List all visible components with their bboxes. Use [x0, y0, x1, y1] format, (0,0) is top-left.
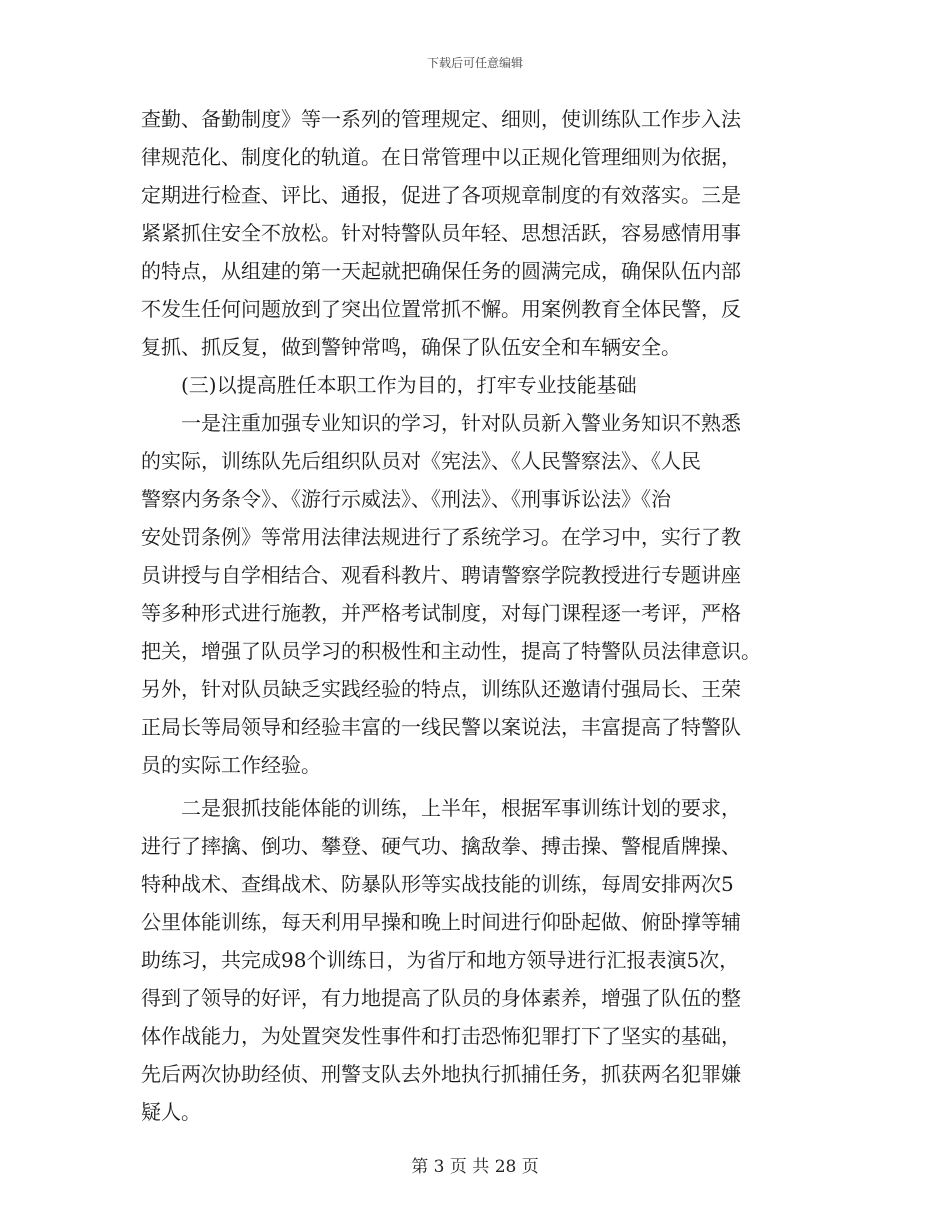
- text-line: 安处罚条例》等常用法律法规进行了系统学习。在学习中，实行了教: [141, 525, 741, 549]
- page-footer: 第 3 页 共 28 页: [411, 1157, 539, 1177]
- text-line: 把关，增强了队员学习的积极性和主动性，提高了特警队员法律意识。: [141, 639, 761, 663]
- text-line: 先后两次协助经侦、刑警支队去外地执行抓捕任务，抓获两名犯罪嫌: [141, 1062, 741, 1086]
- text-line: 等多种形式进行施教，并严格考试制度，对每门课程逐一考评，严格: [141, 601, 741, 625]
- text-line: 定期进行检查、评比、通报，促进了各项规章制度的有效落实。三是: [141, 183, 741, 207]
- text-line: 紧紧抓住安全不放松。针对特警队员年轻、思想活跃，容易感情用事: [141, 221, 741, 245]
- text-line: 体作战能力，为处置突发性事件和打击恐怖犯罪打下了坚实的基础，: [141, 1024, 741, 1048]
- text-line: 员讲授与自学相结合、观看科教片、聘请警察学院教授进行专题讲座: [141, 563, 741, 587]
- text-line: 进行了摔擒、倒功、攀登、硬气功、擒敌拳、搏击操、警棍盾牌操、: [141, 834, 741, 858]
- text-line: 复抓、抓反复，做到警钟常鸣，确保了队伍安全和车辆安全。: [141, 335, 681, 359]
- text-line: 疑人。: [141, 1100, 201, 1124]
- text-line: 查勤、备勤制度》等一系列的管理规定、细则，使训练队工作步入法: [141, 107, 741, 131]
- text-line: 员的实际工作经验。: [141, 753, 321, 777]
- text-line: 不发生任何问题放到了突出位置常抓不懈。用案例教育全体民警，反: [141, 297, 741, 321]
- text-line: 一是注重加强专业知识的学习，针对队员新入警业务知识不熟悉: [181, 411, 741, 435]
- text-line: 正局长等局领导和经验丰富的一线民警以案说法，丰富提高了特警队: [141, 715, 741, 739]
- text-line: 助练习，共完成98个训练日，为省厅和地方领导进行汇报表演5次，: [141, 948, 740, 972]
- text-line: 另外，针对队员缺乏实践经验的特点，训练队还邀请付强局长、王荣: [141, 677, 741, 701]
- section-heading: (三)以提高胜任本职工作为目的，打牢专业技能基础: [181, 373, 637, 397]
- text-line: 的特点，从组建的第一天起就把确保任务的圆满完成，确保队伍内部: [141, 259, 741, 283]
- text-line: 特种战术、查缉战术、防暴队形等实战技能的训练，每周安排两次5: [141, 872, 734, 896]
- text-line: 的实际，训练队先后组织队员对《宪法》、《人民警察法》、《人民: [141, 449, 701, 473]
- text-line: 公里体能训练，每天利用早操和晚上时间进行仰卧起做、俯卧撑等辅: [141, 910, 741, 934]
- text-line: 律规范化、制度化的轨道。在日常管理中以正规化管理细则为依据，: [141, 145, 741, 169]
- text-line: 二是狠抓技能体能的训练，上半年，根据军事训练计划的要求，: [181, 796, 741, 820]
- text-line: 警察内务条令》、《游行示威法》、《刑法》、《刑事诉讼法》《治: [141, 487, 671, 511]
- page-header: 下载后可任意编辑: [426, 56, 523, 70]
- text-line: 得到了领导的好评，有力地提高了队员的身体素养，增强了队伍的整: [141, 986, 741, 1010]
- body-text: [141, 100, 809, 1131]
